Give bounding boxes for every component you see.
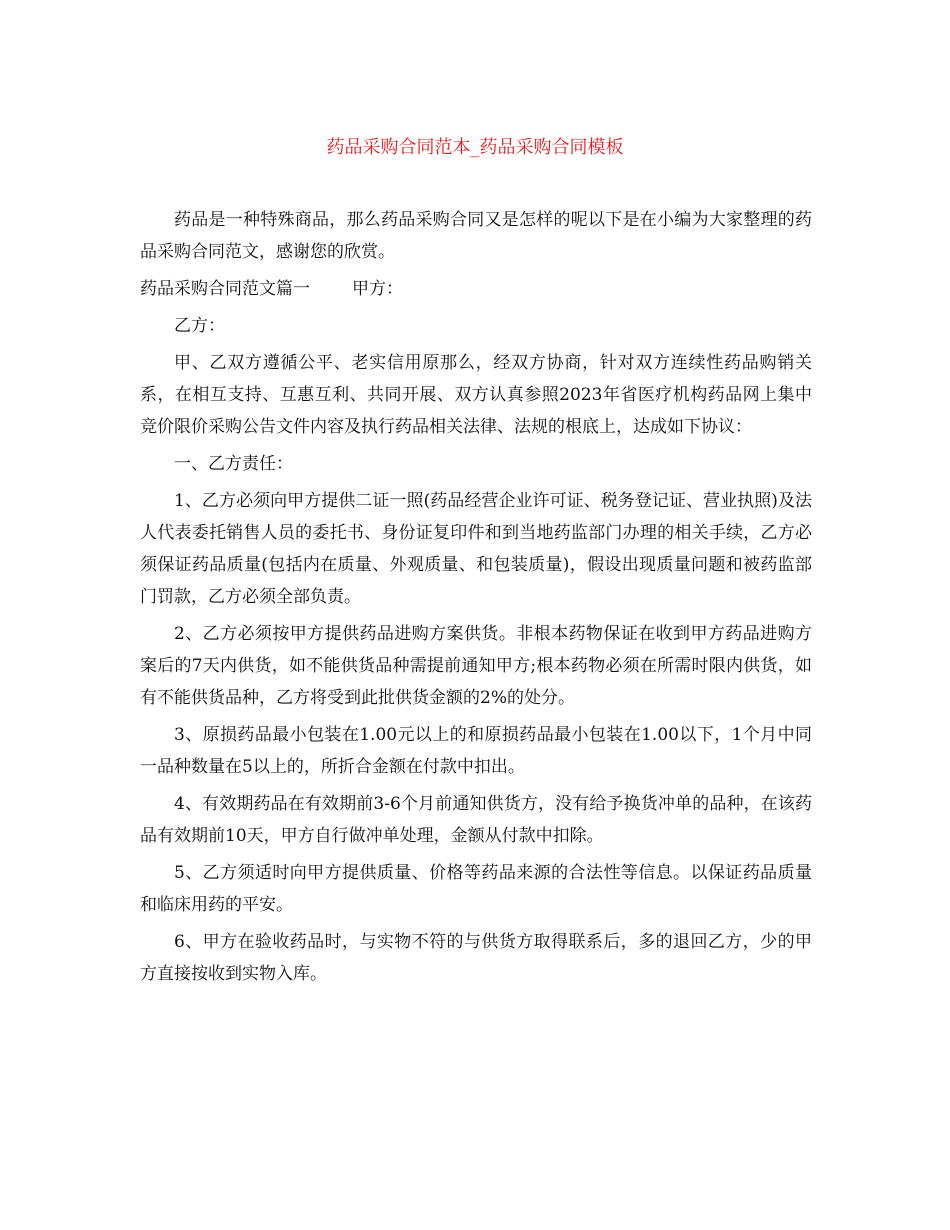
intro-paragraph: 药品是一种特殊商品，那么药品采购合同又是怎样的呢以下是在小编为大家整理的药品采购合同范文，感谢您的欣赏。 (140, 210, 812, 262)
document-title: 药品采购合同范本_药品采购合同模板 (326, 137, 624, 158)
party-a-label: 甲方： (352, 279, 403, 299)
preamble-paragraph: 甲、乙双方遵循公平、老实信用原那么，经双方协商，针对双方连续性药品购销关系，在相互支持、互惠互利、共同开展、双方认真参照2023年省医疗机构药品网上集中竞价限价采购公告文件内容及执行药品相关法律、法规的根底上，达成如下协议： (140, 353, 812, 437)
clause-paragraph: 1、乙方必须向甲方提供二证一照(药品经营企业许可证、税务登记证、营业执照)及法人代表委托销售人员的委托书、身份证复印件和到当地药监部门办理的相关手续，乙方必须保证药品质量(包括内在质量、外观质量、和包装质量)，假设出现质量问题和被药监部门罚款，乙方必须全部负责。 (140, 491, 812, 607)
clause-paragraph: 6、甲方在验收药品时，与实物不符的与供货方取得联系后，多的退回乙方，少的甲方直接按收到实物入库。 (140, 932, 812, 984)
clause-paragraph: 2、乙方必须按甲方提供药品进购方案供货。非根本药物保证在收到甲方药品进购方案后的7天内供货，如不能供货品种需提前通知甲方;根本药物必须在所需时限内供货，如有不能供货品种，乙方将受到此批供货金额的2%的处分。 (140, 624, 812, 708)
section-heading-line (140, 273, 812, 305)
document-body (140, 204, 812, 995)
clause-paragraph: 4、有效期药品在有效期前3-6个月前通知供货方，没有给予换货冲单的品种，在该药品有效期前10天，甲方自行做冲单处理，金额从付款中扣除。 (140, 794, 812, 846)
clause-paragraph: 3、原损药品最小包装在1.00元以上的和原损药品最小包装在1.00以下，1个月中同一品种数量在5以上的，所折合金额在付款中扣出。 (140, 725, 812, 777)
article-heading: 一、乙方责任： (174, 454, 293, 474)
clause-paragraph: 5、乙方须适时向甲方提供质量、价格等药品来源的合法性等信息。以保证药品质量和临床用药的平安。 (140, 863, 812, 915)
party-b-label: 乙方： (174, 316, 225, 336)
section-heading: 药品采购合同范文篇一 (140, 279, 310, 299)
